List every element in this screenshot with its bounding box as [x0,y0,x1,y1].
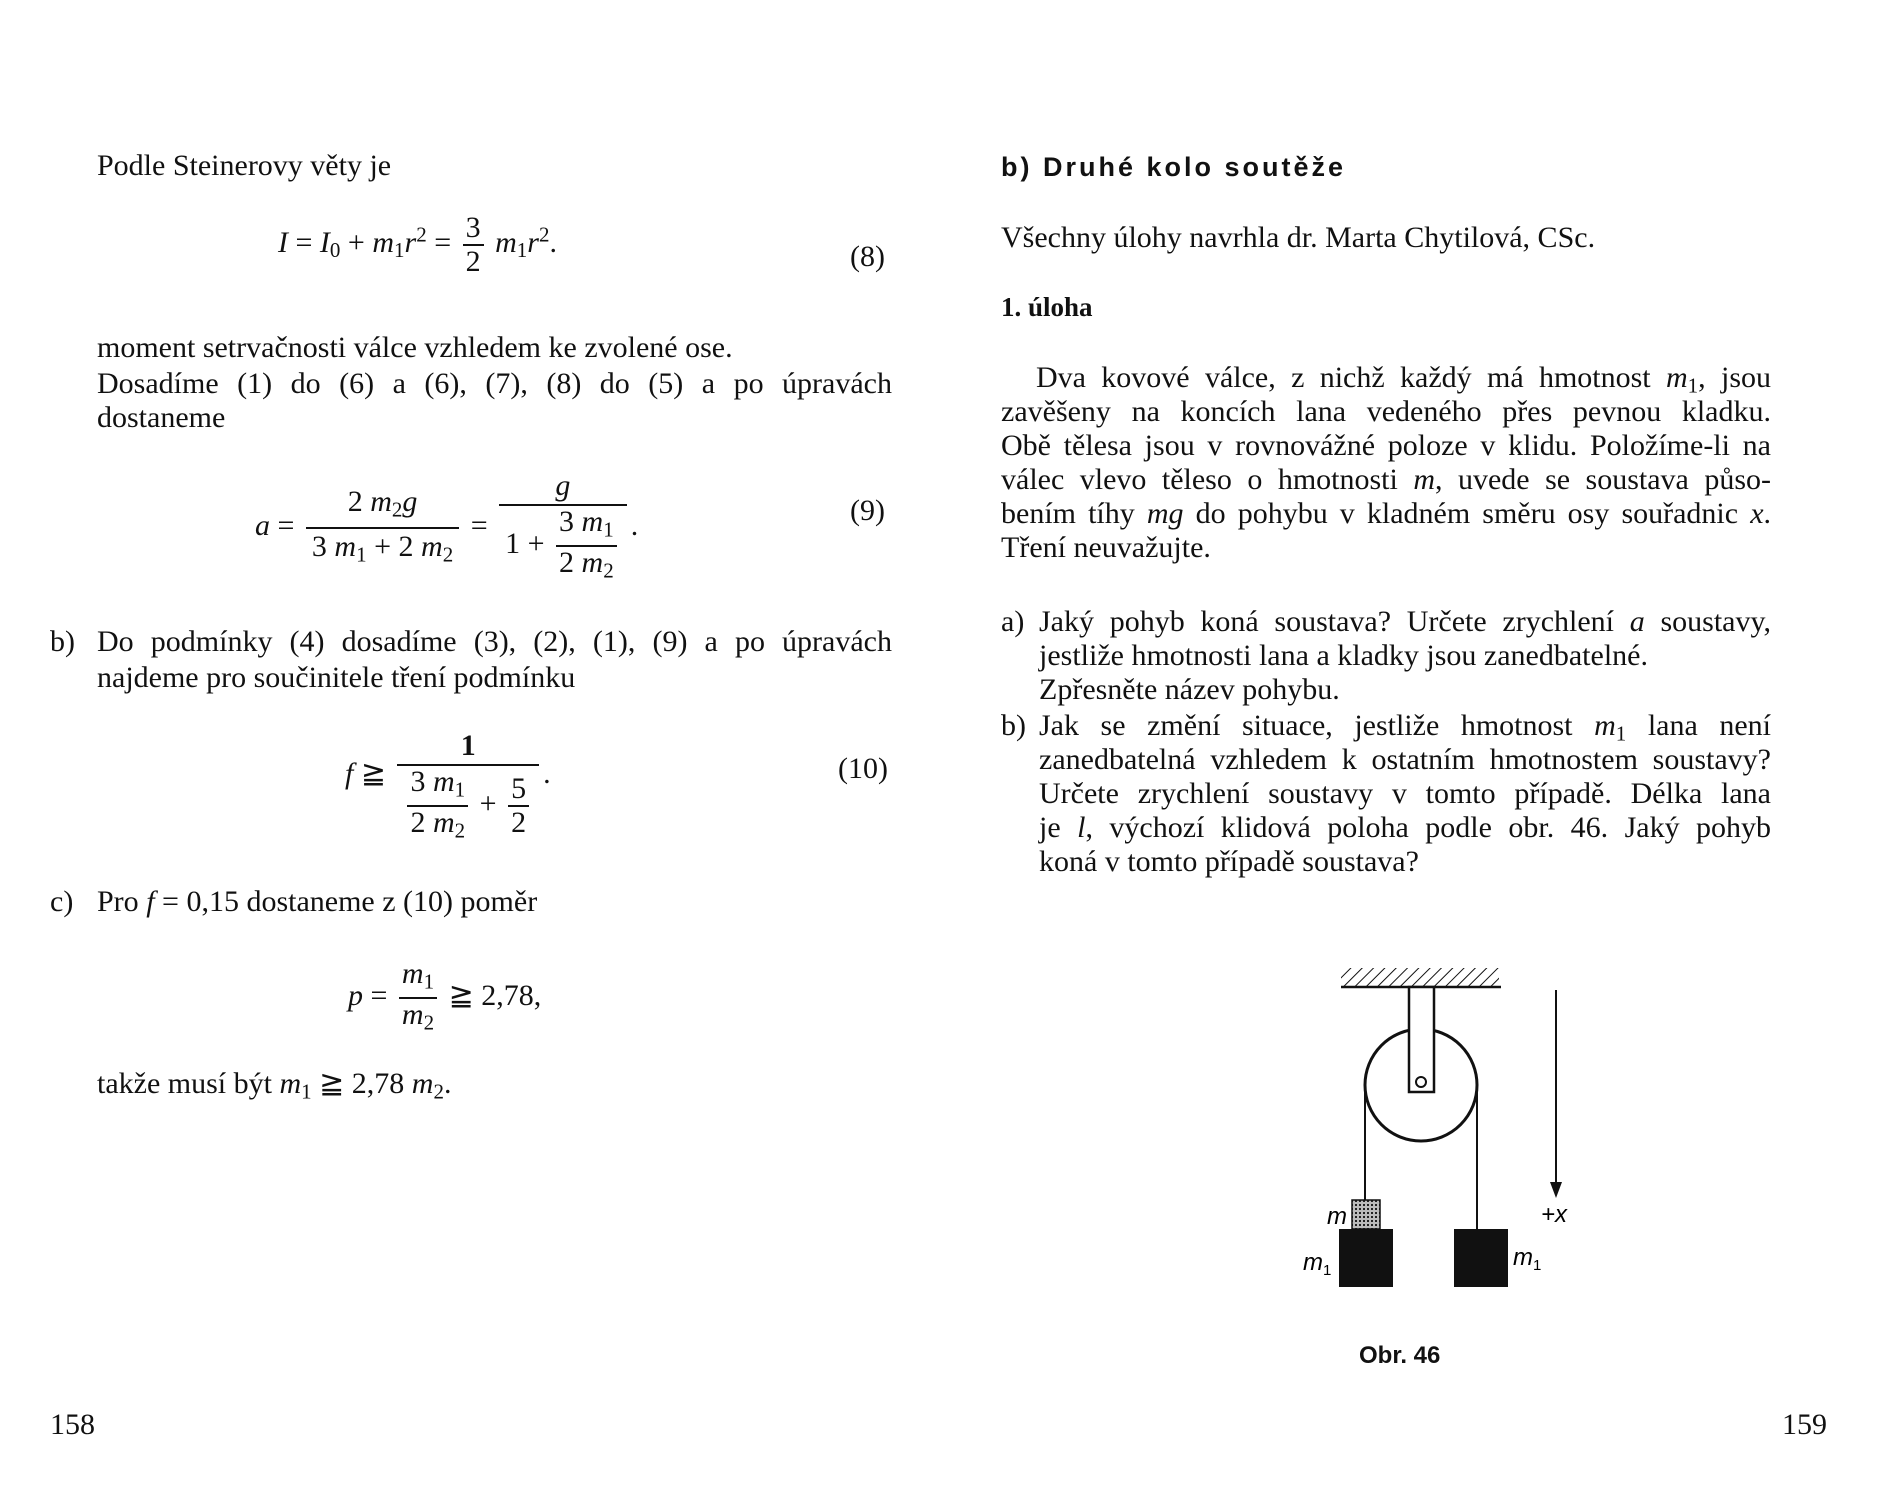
para-line-6: Tření neuvažujte. [1001,531,1211,564]
question-b-line-3: Určete zrychlení soustavy v tomto případě. Délka lana [1039,777,1771,810]
para-line-2: zavěšeny na koncích lana vedeného přes pevnou kladku. [1001,395,1771,428]
task-title: 1. úloha [1001,292,1093,322]
axis-arrowhead [1550,1182,1562,1198]
ceiling-hatch [1341,968,1499,986]
substitute-line-1: Dosadíme (1) do (6) a (6), (7), (8) do (5) a po úpravách [97,367,892,400]
equation-9: a = $\frac{2 m_2g}{3 m_1 + 2 m_2}$ = g 1 + $\frac{3 m_1}{2 m_2}$ . [255,469,639,583]
page-number-right: 159 [1782,1408,1827,1441]
para-line-1: Dva kovové válce, z nichž každý má hmotnost $m_1$, jsou [1036,361,1771,398]
pulley-axle [1416,1077,1426,1087]
section-heading: b) Druhé kolo soutěže [1001,152,1347,182]
question-a-line-3: Zpřesněte název pohybu. [1039,673,1340,706]
part-b-line-1: Do podmínky (4) dosadíme (3), (2), (1), (9) a po úpravách [97,625,892,658]
moment-text: moment setrvačnosti válce vzhledem ke zvolené ose. [97,331,733,364]
question-b-line-2: zanedbatelná vzhledem k ostatním hmotnostem soustavy? [1039,743,1771,776]
conclusion: takže musí být $m_1$ ≧ 2,78 $m_2$. [97,1067,452,1104]
part-c-text: Pro f = 0,15 dostaneme z (10) poměr [97,885,538,918]
question-b-line-4: je l, výchozí klidová poloha podle obr. 46. Jaký pohyb [1039,811,1772,844]
question-a-label: a) [1001,605,1025,638]
label-m: m [1327,1203,1347,1230]
left-cylinder-m1 [1339,1229,1393,1287]
part-b-line-2: najdeme pro součinitele tření podmínku [97,661,576,694]
equation-10-number: (10) [838,752,888,785]
small-mass-m [1352,1200,1380,1229]
part-c-label: c) [50,885,74,918]
page-number-left: 158 [50,1408,95,1441]
equation-9-number: (9) [850,494,885,527]
right-page [939,0,1878,1501]
part-b-label: b) [50,625,75,658]
steiner-intro: Podle Steinerovy věty je [97,149,392,182]
equation-10: f ≧ 1 $\frac{3 m_1}{2 m_2}$ + $\frac{5}{2}$ . [345,729,551,843]
figure-caption: Obr. 46 [1359,1342,1441,1369]
question-a-line-1: Jaký pohyb koná soustava? Určete zrychlení a soustavy, [1039,605,1772,638]
author-line: Všechny úlohy navrhla dr. Marta Chytilová, CSc. [1001,221,1596,254]
question-a-line-2: jestliže hmotnosti lana a kladky jsou zanedbatelné. [1039,639,1648,672]
right-cylinder-m1 [1454,1229,1508,1287]
label-m1-right: $m_1$ [1513,1244,1542,1274]
ratio-equation: p = $\frac{m_1}{m_2}$ ≧ 2,78, [348,957,542,1035]
label-m1-left: $m_1$ [1303,1249,1332,1279]
substitute-line-2: dostaneme [97,401,226,434]
question-b-line-5: koná v tomto případě soustava? [1039,845,1419,878]
label-axis-x: +x [1541,1201,1568,1228]
question-b-line-1: Jak se změní situace, jestliže hmotnost $m_1$ lana není [1039,709,1771,746]
equation-8-number: (8) [850,240,885,273]
para-line-3: Obě tělesa jsou v rovnovážné poloze v klidu. Položíme-li na [1001,429,1771,462]
equation-8: $I = I_0 + m_1r^2$ = $\frac{3}{2}$ $m_1r^2$. [278,211,557,278]
pulley-figure [1279,960,1599,1320]
para-line-4: válec vlevo těleso o hmotnosti m, uvede se soustava půso- [1001,463,1772,496]
para-line-5: bením tíhy mg do pohybu v kladném směru osy souřadnic x. [1001,497,1772,530]
question-b-label: b) [1001,709,1026,742]
